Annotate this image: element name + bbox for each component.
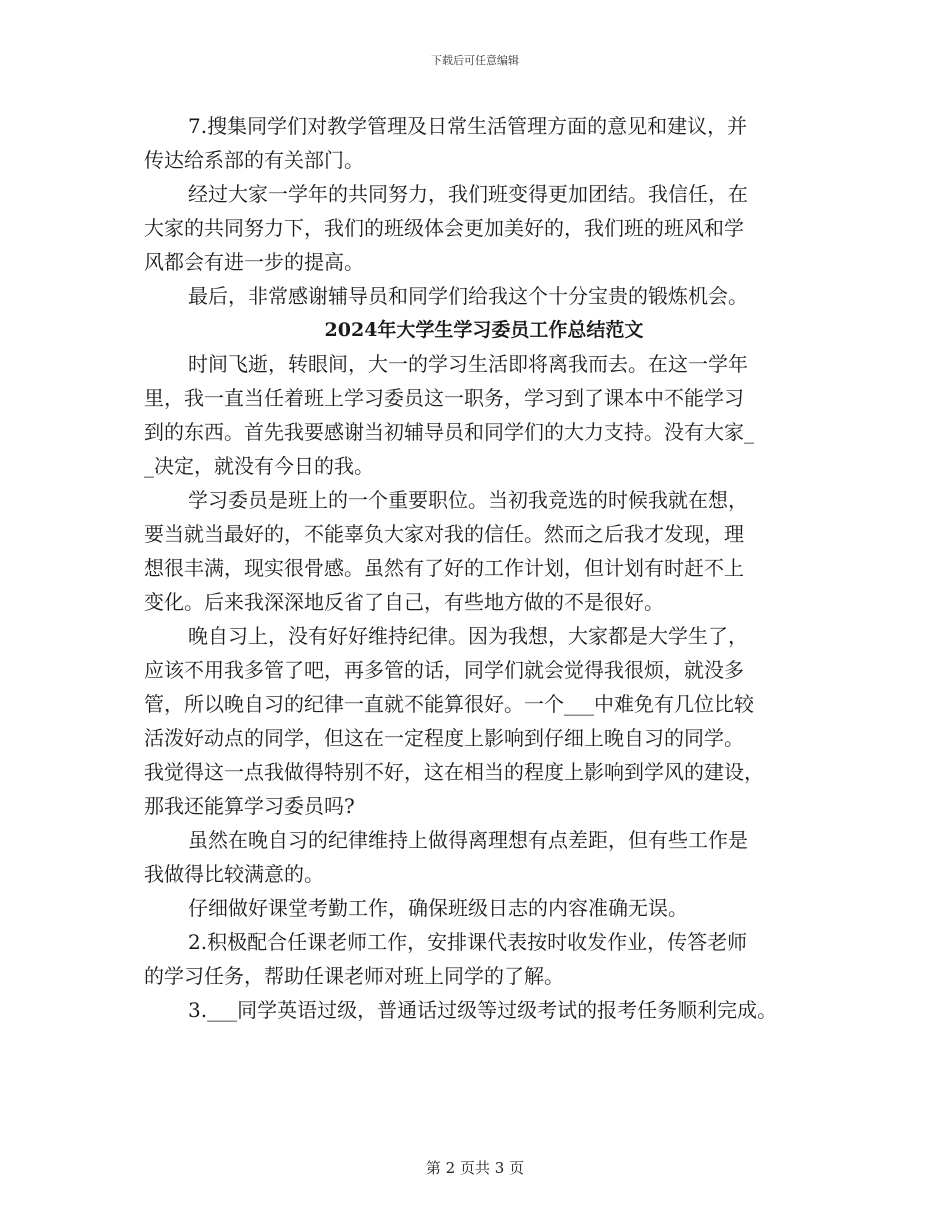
text-line: 里，我一直当任着班上学习委员这一职务，学习到了课本中不能学习	[144, 386, 744, 410]
text-line: 的学习任务，帮助任课老师对班上同学的了解。	[144, 964, 564, 988]
text-line: 我做得比较满意的。	[144, 862, 324, 886]
text-line: 我觉得这一点我做得特别不好，这在相当的程度上影响到学风的建设，	[144, 760, 764, 784]
page-footer: 第 2 页共 3 页	[425, 1159, 525, 1177]
text-line: 到的东西。首先我要感谢当初辅导员和同学们的大力支持。没有大家_	[144, 420, 754, 444]
text-line: 应该不用我多管了吧，再多管的话，同学们就会觉得我很烦，就没多	[144, 658, 744, 682]
text-line: 7.搜集同学们对教学管理及日常生活管理方面的意见和建议，并	[188, 114, 748, 138]
text-line: 想很丰满，现实很骨感。虽然有了好的工作计划，但计划有时赶不上	[144, 556, 744, 580]
text-line: 经过大家一学年的共同努力，我们班变得更加团结。我信任，在	[188, 182, 748, 206]
text-line: 要当就当最好的，不能辜负大家对我的信任。然而之后我才发现，理	[144, 522, 744, 546]
text-line: 大家的共同努力下，我们的班级体会更加美好的，我们班的班风和学	[144, 216, 744, 240]
text-line: 那我还能算学习委员吗?	[144, 794, 355, 818]
document-body	[144, 109, 824, 1027]
section-title: 2024年大学生学习委员工作总结范文	[324, 319, 644, 341]
text-line: 虽然在晚自习的纪律维持上做得离理想有点差距，但有些工作是	[188, 828, 748, 852]
text-line: 学习委员是班上的一个重要职位。当初我竞选的时候我就在想，	[188, 488, 748, 512]
text-line: 仔细做好课堂考勤工作，确保班级日志的内容准确无误。	[188, 896, 688, 920]
text-line: 晚自习上，没有好好维持纪律。因为我想，大家都是大学生了，	[188, 624, 748, 648]
text-line: 变化。后来我深深地反省了自己，有些地方做的不是很好。	[144, 590, 664, 614]
text-line: 2.积极配合任课老师工作，安排课代表按时收发作业，传答老师	[188, 930, 748, 954]
text-line: 最后，非常感谢辅导员和同学们给我这个十分宝贵的锻炼机会。	[188, 284, 748, 308]
text-line: 时间飞逝，转眼间，大一的学习生活即将离我而去。在这一学年	[188, 352, 748, 376]
text-line: _决定，就没有今日的我。	[144, 454, 374, 478]
page-header: 下载后可任意编辑	[431, 54, 519, 67]
text-line: 管，所以晚自习的纪律一直就不能算很好。一个___中难免有几位比较	[144, 692, 754, 716]
text-line: 活泼好动点的同学，但这在一定程度上影响到仔细上晚自习的同学。	[144, 726, 744, 750]
text-line: 风都会有进一步的提高。	[144, 250, 364, 274]
text-line: 3.___同学英语过级，普通话过级等过级考试的报考任务顺利完成。	[188, 998, 778, 1022]
text-line: 传达给系部的有关部门。	[144, 148, 364, 172]
